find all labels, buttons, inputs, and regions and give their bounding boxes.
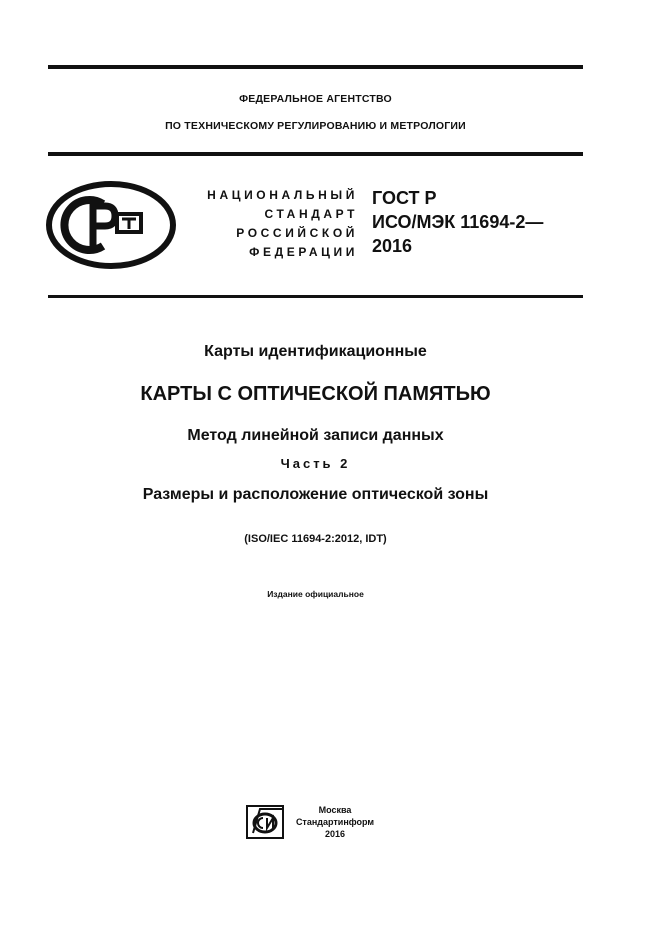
- publisher-year: 2016: [324, 829, 346, 839]
- document-title-main: КАРТЫ С ОПТИЧЕСКОЙ ПАМЯТЬЮ: [140, 383, 491, 405]
- gost-r-certification-mark-icon: [45, 180, 177, 270]
- lower-rule: [48, 295, 583, 298]
- iso-reference: (ISO/IEC 11694-2:2012, IDT): [244, 533, 387, 545]
- standard-type-line: НАЦИОНАЛЬНЫЙ: [207, 188, 358, 202]
- standard-number-line: ГОСТ Р: [372, 188, 437, 208]
- agency-name-line-2: ПО ТЕХНИЧЕСКОМУ РЕГУЛИРОВАНИЮ И МЕТРОЛОГИИ: [165, 120, 466, 132]
- publisher-name: Стандартинформ: [295, 817, 375, 827]
- standartinform-logo-icon: [246, 805, 284, 839]
- standard-type-line: СТАНДАРТ: [264, 207, 358, 221]
- agency-name-line-1: ФЕДЕРАЛЬНОЕ АГЕНТСТВО: [239, 93, 392, 105]
- document-part-title: Размеры и расположение оптической зоны: [142, 486, 489, 503]
- standard-number: [372, 186, 543, 258]
- standard-number-line: ИСО/МЭК 11694-2—: [372, 212, 544, 232]
- middle-rule: [48, 152, 583, 156]
- standard-number-line: 2016: [372, 236, 413, 256]
- standard-type-label: [188, 186, 358, 262]
- standard-type-line: ФЕДЕРАЦИИ: [249, 245, 358, 259]
- document-subtitle: Метод линейной записи данных: [187, 427, 444, 444]
- document-part-label: Часть 2: [280, 456, 351, 471]
- publisher-city: Москва: [318, 805, 352, 815]
- edition-label: Издание официальное: [267, 589, 364, 599]
- standard-type-line: РОССИЙСКОЙ: [236, 226, 358, 240]
- document-title-line-1: Карты идентификационные: [204, 343, 427, 360]
- publisher-info: [290, 804, 380, 840]
- top-rule: [48, 65, 583, 69]
